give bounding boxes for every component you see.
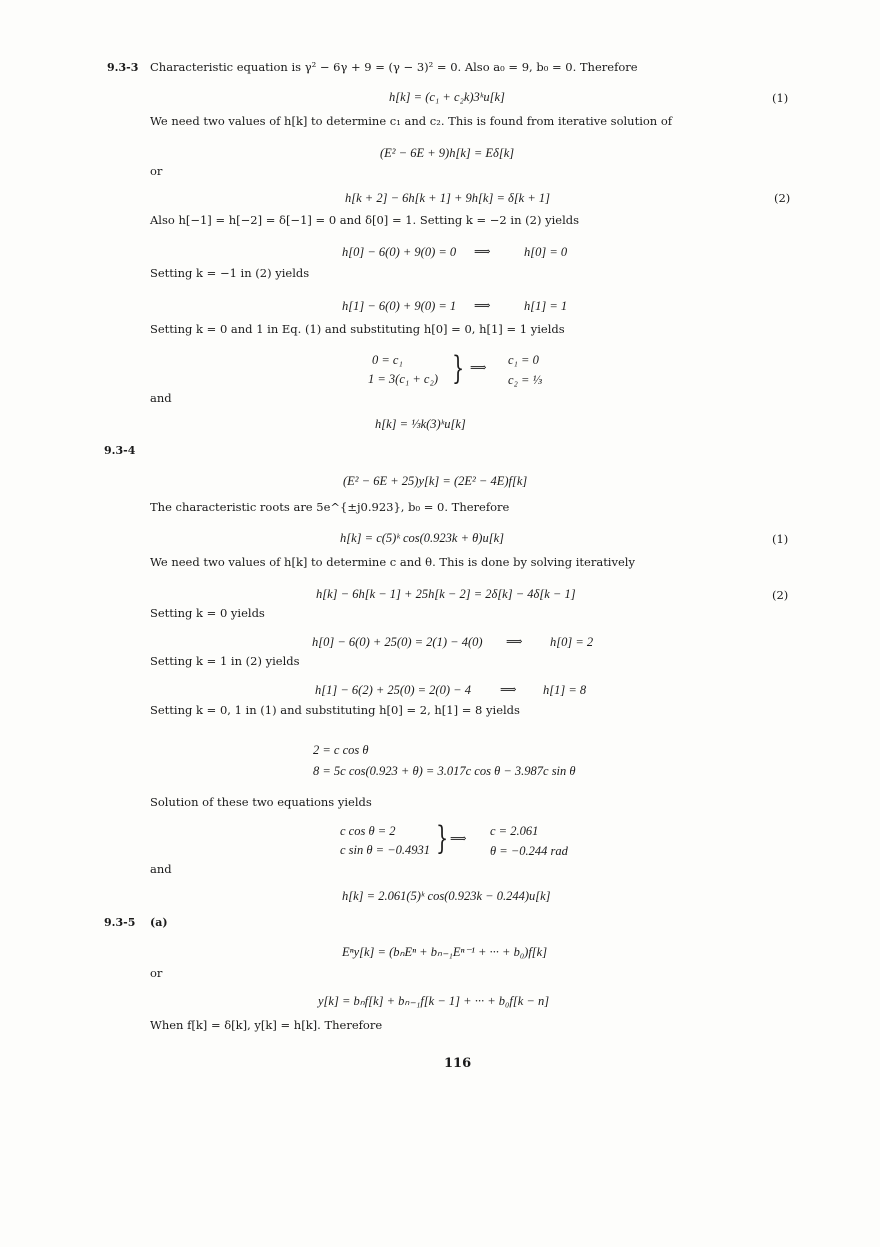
equation-result: h[0] = 2 — [550, 635, 594, 649]
right-brace: } — [452, 349, 465, 387]
problem-number-9-3-3: 9.3-3 — [107, 61, 139, 74]
equation: h[k] − 6h[k − 1] + 25h[k − 2] = 2δ[k] − 4δ[k − 1] — [316, 587, 576, 601]
implies-arrow: ⟹ — [470, 360, 487, 374]
paragraph: We need two values of h[k] to determine c and θ. This is done by solving iteratively — [150, 555, 635, 569]
equation: Eⁿy[k] = (bₙEⁿ + bₙ₋₁Eⁿ⁻¹ + ··· + b₀)f[k] — [342, 945, 548, 959]
problem-intro: Characteristic equation is γ² − 6γ + 9 = (γ − 3)² = 0. Also a₀ = 9, b₀ = 0. Therefore — [150, 60, 638, 74]
system-line: 1 = 3(c₁ + c₂) — [368, 372, 438, 386]
system-result: c = 2.061 — [490, 824, 539, 838]
equation: h[k + 2] − 6h[k + 1] + 9h[k] = δ[k + 1] — [345, 191, 551, 205]
paragraph: We need two values of h[k] to determine c₁ and c₂. This is found from iterative solution of — [150, 114, 673, 128]
equation: y[k] = bₙf[k] + bₙ₋₁f[k − 1] + ··· + b₀f[k − n] — [318, 994, 550, 1008]
system-line: 2 = c cos θ — [313, 743, 369, 757]
implies-arrow: ⟹ — [474, 298, 491, 312]
implies-arrow: ⟹ — [500, 682, 517, 696]
paragraph: Solution of these two equations yields — [150, 795, 372, 809]
connector-text: and — [150, 391, 172, 405]
final-equation: h[k] = 2.061(5)ᵏ cos(0.923k − 0.244)u[k] — [342, 889, 551, 903]
equation-result: h[0] = 0 — [524, 245, 568, 259]
equation: h[1] − 6(2) + 25(0) = 2(0) − 4 — [315, 683, 471, 697]
paragraph: Setting k = 1 in (2) yields — [150, 654, 300, 668]
paragraph: Setting k = 0, 1 in (1) and substituting h[0] = 2, h[1] = 8 yields — [150, 703, 520, 717]
implies-arrow: ⟹ — [474, 244, 491, 258]
equation: (E² − 6E + 9)h[k] = Eδ[k] — [380, 146, 515, 160]
final-equation: h[k] = ⅓k(3)ᵏu[k] — [375, 417, 466, 431]
system-line: 0 = c₁ — [372, 353, 403, 367]
system-result: θ = −0.244 rad — [490, 844, 568, 858]
equation-number: (2) — [772, 588, 789, 602]
implies-arrow: ⟹ — [506, 634, 523, 648]
equation: h[1] − 6(0) + 9(0) = 1 — [342, 299, 457, 313]
equation-number: (1) — [772, 532, 789, 546]
paragraph: Setting k = 0 and 1 in Eq. (1) and substituting h[0] = 0, h[1] = 1 yields — [150, 322, 565, 336]
part-label: (a) — [150, 916, 168, 929]
page-number: 116 — [444, 1056, 472, 1071]
equation-number: (2) — [774, 191, 791, 205]
equation: (E² − 6E + 25)y[k] = (2E² − 4E)f[k] — [343, 474, 528, 488]
paragraph: When f[k] = δ[k], y[k] = h[k]. Therefore — [150, 1018, 383, 1032]
connector-text: and — [150, 862, 172, 876]
problem-number-9-3-5: 9.3-5 — [104, 916, 136, 929]
paragraph: The characteristic roots are 5e^{±j0.923}, b₀ = 0. Therefore — [150, 500, 510, 514]
equation: h[k] = (c₁ + c₂k)3ᵏu[k] — [389, 90, 505, 104]
equation-number: (1) — [772, 91, 789, 105]
system-result: c₂ = ⅓ — [508, 373, 542, 387]
right-brace: } — [436, 819, 449, 857]
equation-result: h[1] = 8 — [543, 683, 587, 697]
equation-result: h[1] = 1 — [524, 299, 568, 313]
problem-number-9-3-4: 9.3-4 — [104, 444, 136, 457]
system-line: c sin θ = −0.4931 — [340, 843, 431, 857]
equation: h[0] − 6(0) + 9(0) = 0 — [342, 245, 457, 259]
equation: h[k] = c(5)ᵏ cos(0.923k + θ)u[k] — [340, 531, 504, 545]
paragraph: Also h[−1] = h[−2] = δ[−1] = 0 and δ[0] = 1. Setting k = −2 in (2) yields — [150, 213, 580, 227]
system-line: c cos θ = 2 — [340, 824, 396, 838]
connector-text: or — [150, 164, 163, 178]
system-line: 8 = 5c cos(0.923 + θ) = 3.017c cos θ − 3.987c sin θ — [313, 764, 576, 778]
paragraph: Setting k = −1 in (2) yields — [150, 266, 310, 280]
equation: h[0] − 6(0) + 25(0) = 2(1) − 4(0) — [312, 635, 483, 649]
system-result: c₁ = 0 — [508, 353, 539, 367]
connector-text: or — [150, 966, 163, 980]
paragraph: Setting k = 0 yields — [150, 606, 265, 620]
implies-arrow: ⟹ — [450, 831, 467, 845]
